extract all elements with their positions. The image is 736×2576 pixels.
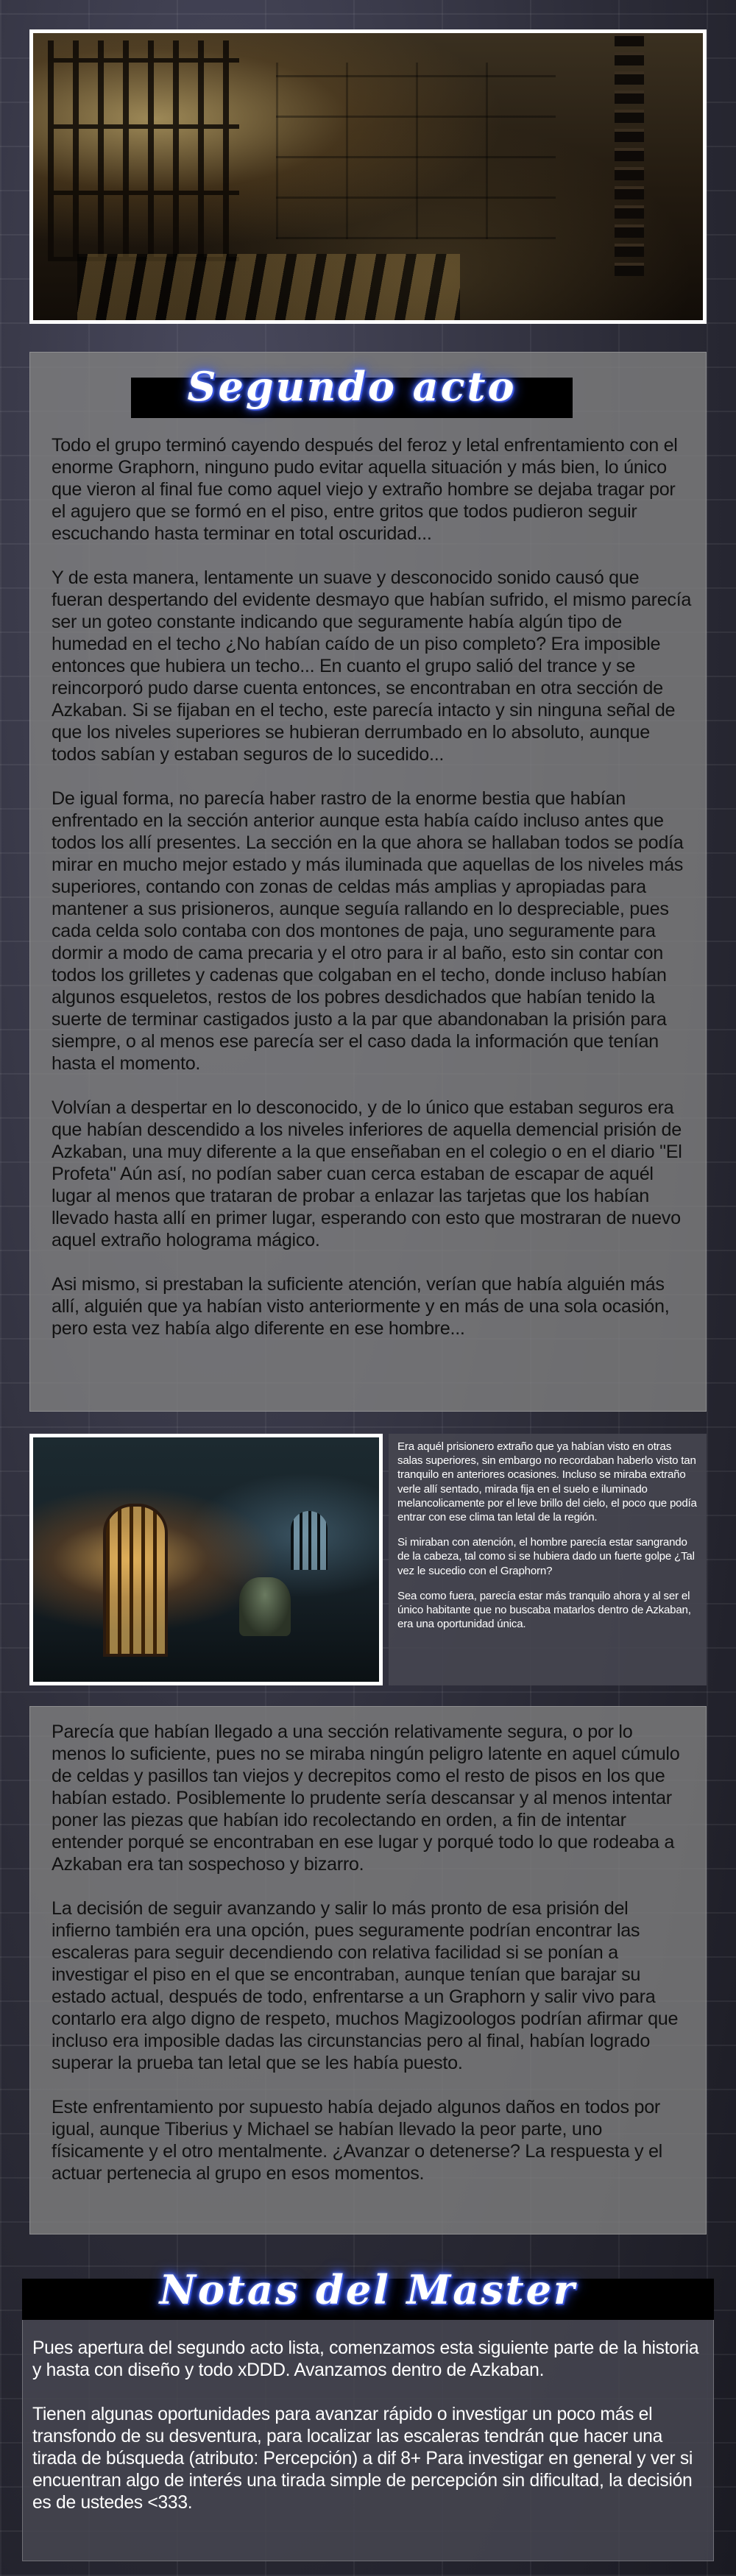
notes-title-bar xyxy=(22,2266,714,2320)
middle-paragraph: La decisión de seguir avanzando y salir lo más pronto de esa prisión del infierno también era una opción, pues seguramente podrían encontrar las escaleras para seguir decendiendo con relativa facilidad si se ponían a investigar el piso en el que se encontraban, aunque tenían que barajar su estado actual, después de todo, enfrentarse a un Graphorn y salir vivo para contarlo era algo digno de respeto, muchos Magizoologos podrían afirmar que incluso era imposible dadas las circunstancias pero al final, habían logrado superar la prueba tan letal que se les había puesto. xyxy=(52,1898,679,2073)
middle-text xyxy=(52,1721,692,2207)
barred-door xyxy=(103,1504,168,1657)
middle-paragraph: Este enfrentamiento por supuesto había dejado algunos daños en todos por igual, aunque Tiberius y Michael se habían llevado la peor parte, uno físicamente y el otro mentalmente. ¿Avanzar o detenerse? La respuesta y el actuar pertenecia al grupo en esos momentos. xyxy=(52,2097,662,2184)
notes-paragraph: Tienen algunas oportunidades para avanzar rápido o investigar un poco más el transfondo de su desventura, para localizar las escaleras tendrán que hacer una tirada de búsqueda (atributo: Percepción) a dif 8+ Para investigar en general y ver si encuentran algo de interés una tirada simple de percepción sin dificultad, la decisión es de ustedes <333. xyxy=(32,2405,693,2513)
act-paragraph: De igual forma, no parecía haber rastro de la enorme bestia que habían enfrentado en la sección anterior aunque esta había caído incluso antes que todos los allí presentes. La sección en la que ahora se hallaban todos se podía mirar en mucho mejor estado y más iluminada que aquellas de los niveles más superiores, contando con zonas de celdas más amplias y apropiadas para mantener a sus prisioneros, aunque seguía rallando en lo despreciable, pues cada celda solo contaba con dos montones de paja, uno seguramente para dormir a modo de cama precaria y el otro para ir al baño, esto sin contar con todos los grilletes y cadenas que colgaban en el techo, donde incluso habían algunos esqueletos, restos de los pobres desdichados que habían tenido la suerte de terminar castigados justo a la par que abandonaban la prisión para siempre, o al menos ese parecía ser el caso dada la información que tenían hasta el momento. xyxy=(52,788,684,1074)
hanging-chain xyxy=(615,33,644,276)
act-paragraph: Todo el grupo terminó cayendo después del feroz y letal enfrentamiento con el enorme Graphorn, ninguno pudo evitar aquella situación y más bien, lo único que vieron al final fue como aquel viejo y extraño hombre se dejaba tragar por el agujero que se formó en el piso, entre gritos que todos pudieron seguir escuchando hasta terminar en total oscuridad... xyxy=(52,435,678,544)
seated-prisoner xyxy=(239,1577,291,1636)
dungeon-scene xyxy=(33,33,703,320)
act-title-bar xyxy=(131,363,573,418)
side-text-box xyxy=(389,1434,707,1685)
notes-title: Notas del Master xyxy=(159,2266,577,2313)
act-paragraph: Asi mismo, si prestaban la suficiente atención, verían que había alguién más allí, alguién que ya habían visto anteriormente y en más de una sola ocasión, pero esta vez había algo diferente en ese hombre... xyxy=(52,1274,670,1339)
act-text xyxy=(52,434,693,1362)
light-shadows xyxy=(77,254,460,320)
barred-window xyxy=(291,1511,328,1570)
notes-text xyxy=(32,2338,708,2536)
side-paragraph: Si miraban con atención, el hombre parecía estar sangrando de la cabeza, tal como si se hubiera dado un fuerte golpe ¿Tal vez le sucedio con el Graphorn? xyxy=(397,1536,695,1577)
act-paragraph: Volvían a despertar en lo desconocido, y de lo único que estaban seguros era que habían descendido a los niveles inferiores de aquella demencial prisión de Azkaban, una muy diferente a la que enseñaban en el colegio o en el diario "El Profeta" Aún así, no podían saber cuan cerca estaban de escapar de aquél lugar al menos que trataran de probar a enlazar las tarjetas que los habían llevado hasta allí en primer lugar, esperando con esto que mostraran de nuevo aquel extraño holograma mágico. xyxy=(52,1097,682,1250)
cell-bars xyxy=(48,40,239,261)
act-title: Segundo acto xyxy=(187,363,517,410)
dungeon-cell-image xyxy=(29,29,707,324)
middle-paragraph: Parecía que habían llegado a una sección relativamente segura, o por lo menos lo suficiente, pues no se miraba ningún peligro latente en aquel cúmulo de celdas y pasillos tan viejos y decrepitos como el resto de pisos en los que habían estado. Posiblemente lo prudente sería descansar y al menos intentar poner las piezas que habían ido recolectando en orden, a fin de intentar entender porqué se encontraban en ese lugar y porqué todo lo que rodeaba a Azkaban era tan sospechoso y bizarro. xyxy=(52,1722,680,1875)
act-paragraph: Y de esta manera, lentamente un suave y desconocido sonido causó que fueran despertando del evidente desmayo que habían sufrido, el mismo parecía ser un goteo constante indicando que seguramente había algún tipo de humedad en el techo ¿No habían caído de un piso completo? Era imposible entonces que hubiera un techo... En cuanto el grupo salió del trance y se reincorporó pudo darse cuenta entonces, se encontraban en otra sección de Azkaban. Si se fijaban en el techo, este parecía intacto y sin ninguna señal de que los niveles superiores se hubieran derrumbado en lo absoluto, aunque todos sabían y estaban seguros de lo sucedido... xyxy=(52,567,692,765)
side-paragraph: Sea como fuera, parecía estar más tranquilo ahora y al ser el único habitante que no buscaba matarlos dentro de Azkaban, era una oportunidad única. xyxy=(397,1589,691,1631)
prisoner-in-cell-image xyxy=(29,1434,383,1685)
notes-paragraph: Pues apertura del segundo acto lista, comenzamos esta siguiente parte de la historia y hasta con diseño y todo xDDD. Avanzamos dentro de Azkaban. xyxy=(32,2338,699,2380)
side-paragraph: Era aquél prisionero extraño que ya habían visto en otras salas superiores, sin embargo no recordaban haberlo visto tan tranquilo en anteriores ocasiones. Incluso se miraba extraño verle allí sentado, mirada fija en el suelo e iluminado melancolicamente por el leve brillo del cielo, el poco que podía entrar con ese clima tan letal de la región. xyxy=(397,1440,697,1524)
stone-wall xyxy=(276,63,556,239)
cell-scene xyxy=(33,1437,379,1682)
